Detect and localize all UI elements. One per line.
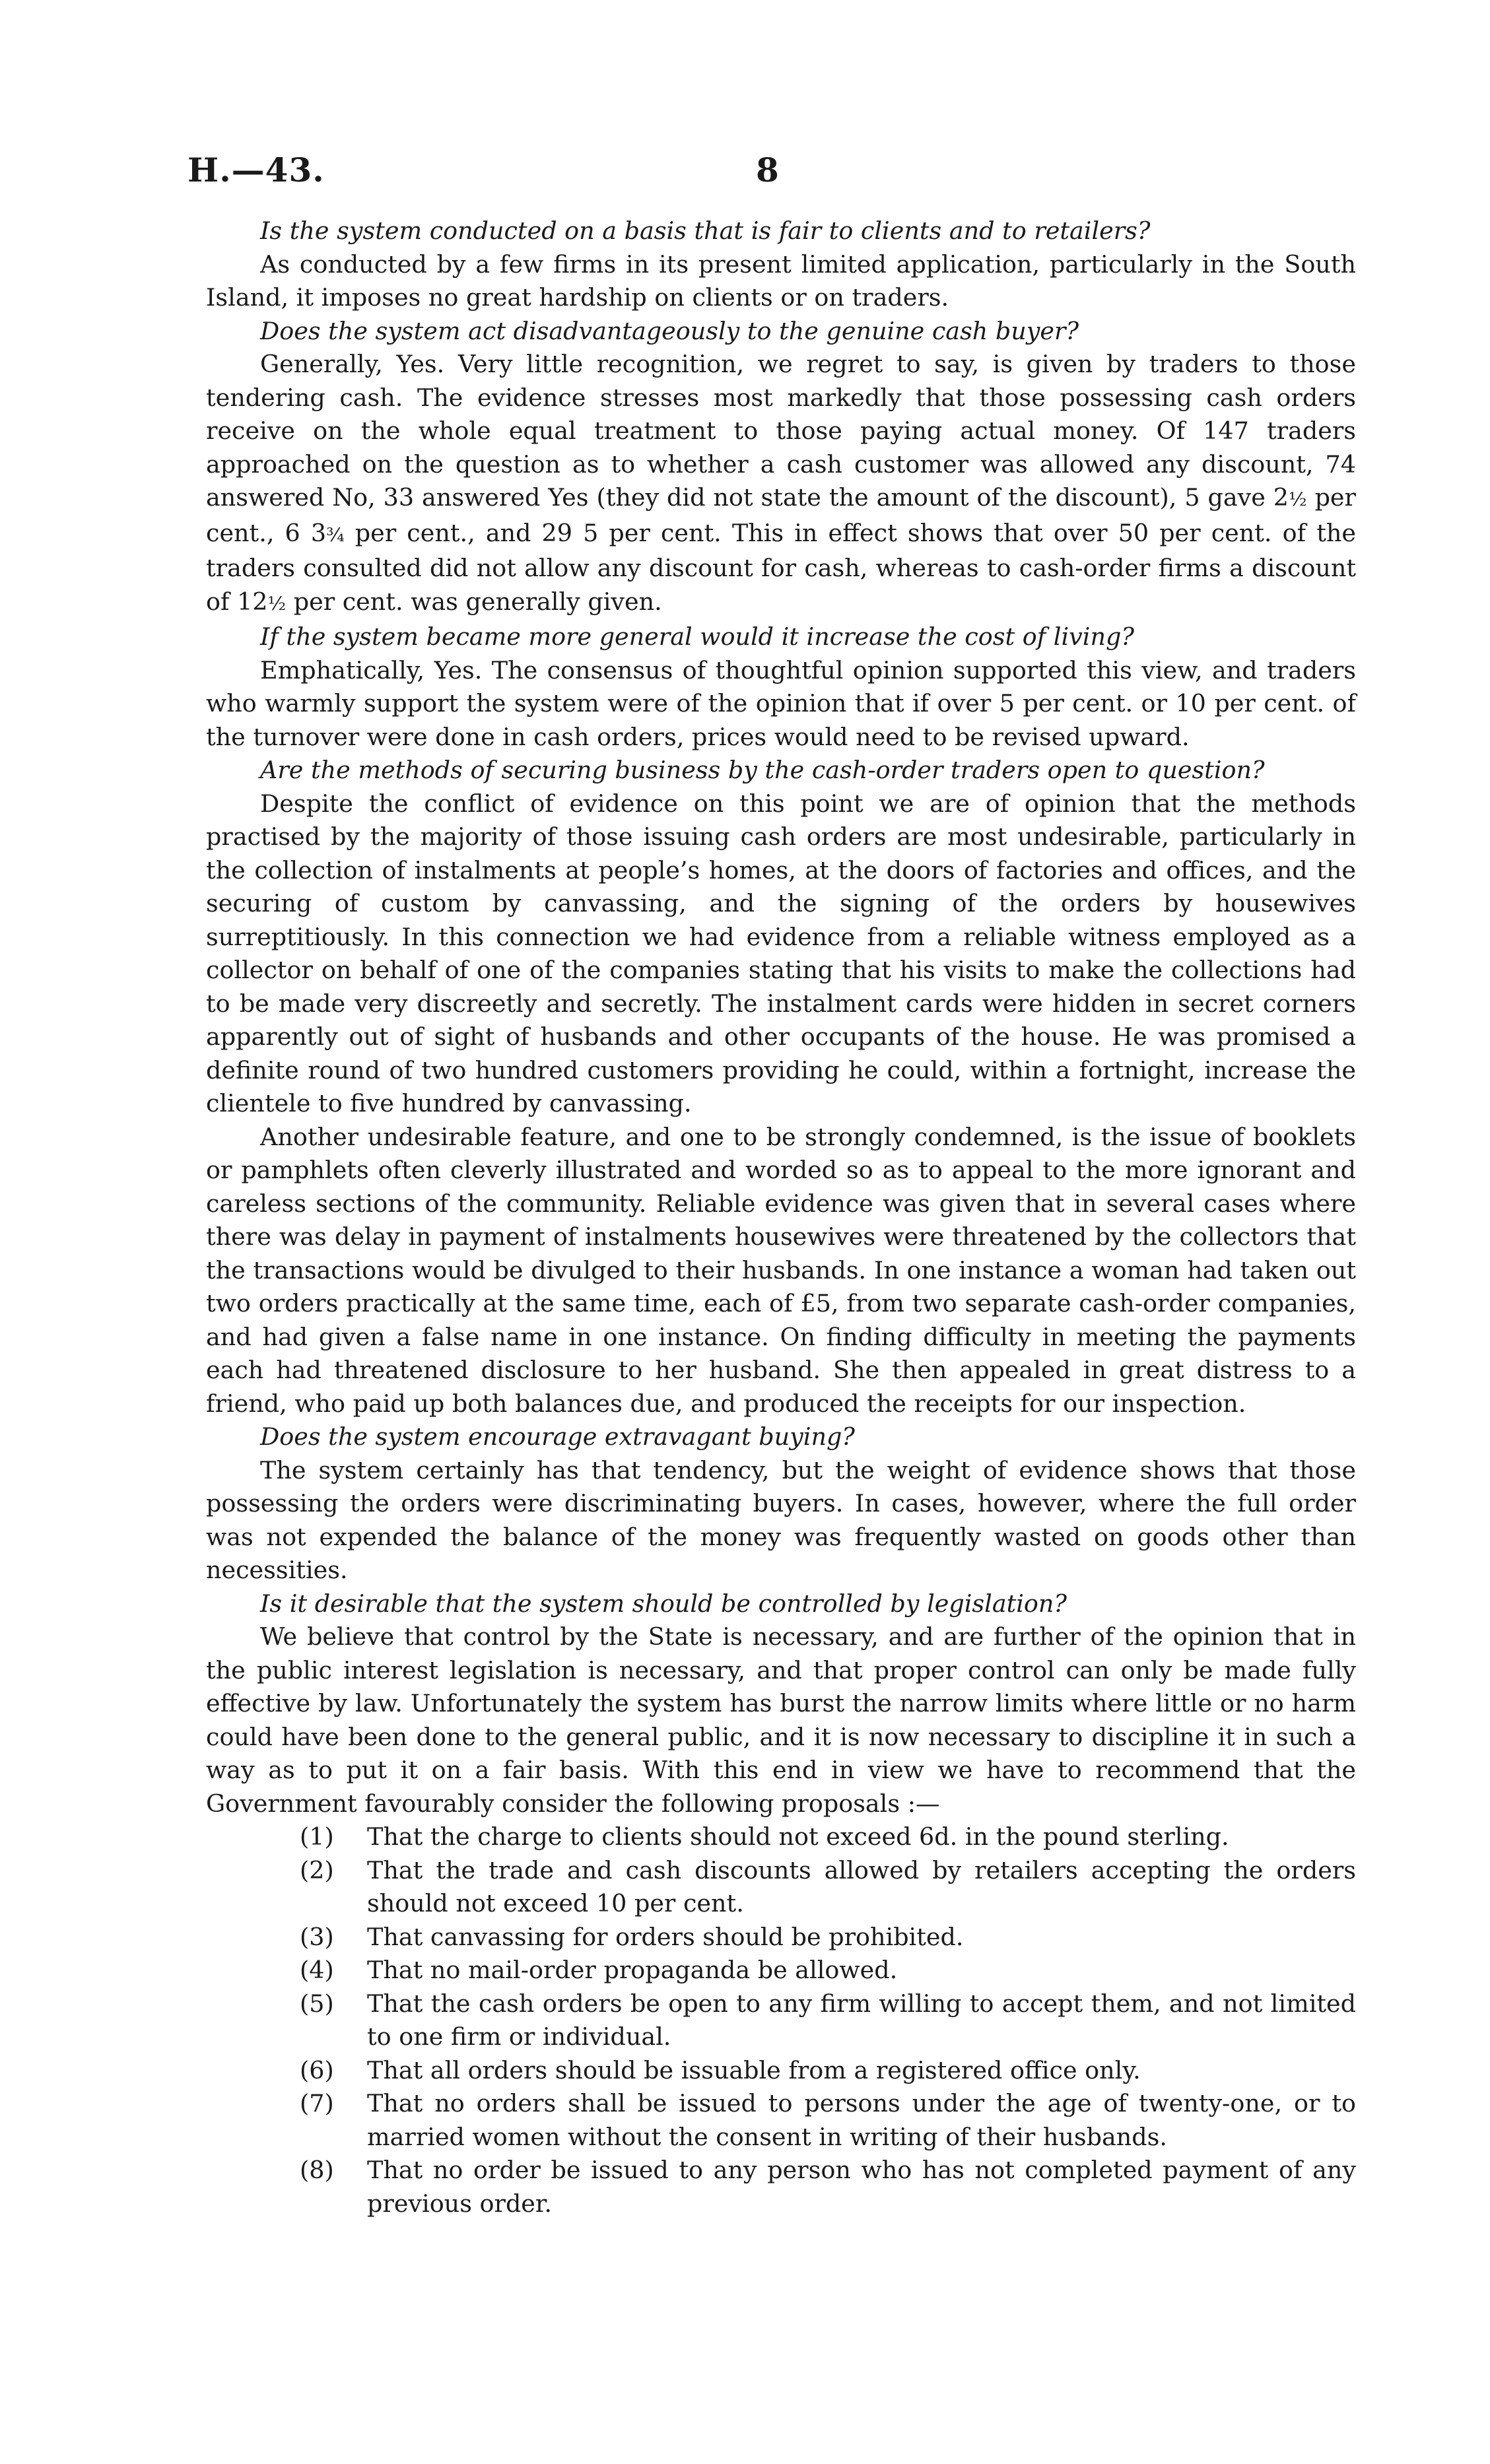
proposal-item bbox=[300, 1987, 1356, 2054]
answer-paragraph: Despite the conflict of evidence on this point we are of opinion that the methods practised by the majority of those issuing cash orders are most undesirable, particularly in the collection of instalments at people’s homes, at the doors of factories and offices, and the securing of custom by canvassing, and the signing of the orders by housewives surreptitiously. In this connection we had evidence from a reliable witness employed as a collector on behalf of one of the companies stating that his visits to make the collections had to be made very discreetly and secretly. The instalment cards were hidden in secret corners apparently out of sight of husbands and other occupants of the house. He was promised a definite round of two hundred customers providing he could, within a fortnight, increase the clientele to five hundred by canvassing. bbox=[206, 789, 1356, 1117]
proposal-text: That the trade and cash discounts allowed by retailers accepting the orders should not exceed 10 per cent. bbox=[367, 1855, 1356, 1917]
proposal-item bbox=[300, 2054, 1356, 2088]
proposal-number: (5) bbox=[300, 1989, 334, 2018]
fraction: ½ bbox=[1289, 488, 1307, 510]
proposal-number: (4) bbox=[300, 1956, 334, 1984]
answer-paragraph: We believe that control by the State is necessary, and are further of the opinion that in the public interest legislation is necessary, and that proper control can only be made fully effective by law. Unfortunately the system has burst the narrow limits where little or no harm could have been done to the general public, and it is now necessary to discipline it in such a way as to put it on a fair basis. With this end in view we have to recommend that the Government favourably consider the following proposals :— bbox=[206, 1622, 1356, 1818]
proposal-item bbox=[300, 1921, 1356, 1954]
question-heading: Does the system act disadvantageously to the genuine cash buyer? bbox=[260, 316, 1079, 345]
text-run: per cent., and 29 5 per cent. This in effect shows that over 50 per cent. of the traders consulted did not allow any discount for cash, whereas to cash-order firms a discount of 12 bbox=[206, 518, 1356, 616]
fraction: ½ bbox=[267, 592, 287, 615]
answer-paragraph bbox=[206, 348, 1356, 620]
text-run: per cent. was generally given. bbox=[286, 587, 662, 616]
proposal-number: (7) bbox=[300, 2089, 334, 2117]
proposal-text: That no order be issued to any person who has not completed payment of any previous order. bbox=[367, 2156, 1356, 2218]
proposal-number: (8) bbox=[300, 2156, 334, 2184]
question-heading: Is the system conducted on a basis that is fair to clients and to retailers? bbox=[260, 216, 1151, 245]
proposal-text: That the cash orders be open to any firm willing to accept them, and not limited to one firm or individual. bbox=[367, 1989, 1356, 2051]
question-heading: If the system became more general would it increase the cost of living? bbox=[260, 622, 1134, 651]
text-run: Generally, Yes. Very little recognition, we regret to say, is given by traders to those tendering cash. The evidence stresses most markedly that those possessing cash orders receive on the whole equal treatment to those paying actual money. Of 147 traders approached on the question as to whether a cash customer was allowed any discount, 74 answered No, 33 answered Yes (they did not state the amount of the discount), 5 gave 2 bbox=[206, 350, 1356, 512]
proposal-number: (6) bbox=[300, 2055, 334, 2084]
answer-paragraph: Another undesirable feature, and one to be strongly condemned, is the issue of booklets or pamphlets often cleverly illustrated and worded so as to appeal to the more ignorant and careless sections of the community. Reliable evidence was given that in several cases where there was delay in payment of instalments housewives were threatened by the collectors that the transactions would be divulged to their husbands. In one instance a woman had taken out two orders practically at the same time, each of £5, from two separate cash-order companies, and had given a false name in one instance. On finding difficulty in meeting the payments each had threatened disclosure to her husband. She then appealed in great distress to a friend, who paid up both balances due, and produced the receipts for our inspection. bbox=[206, 1122, 1356, 1418]
proposal-number: (3) bbox=[300, 1922, 334, 1951]
document-reference: H.—43. bbox=[187, 150, 325, 189]
proposal-item bbox=[300, 1954, 1356, 1987]
proposal-item bbox=[300, 1854, 1356, 1921]
question-heading: Are the methods of securing business by the cash-order traders open to question? bbox=[260, 756, 1265, 784]
fraction: ¾ bbox=[326, 523, 345, 546]
answer-paragraph: Emphatically, Yes. The consensus of thoughtful opinion supported this view, and traders who warmly support the system were of the opinion that if over 5 per cent. or 10 per cent. of the turnover were done in cash orders, prices would need to be revised upward. bbox=[206, 655, 1356, 751]
proposal-item bbox=[300, 2087, 1356, 2154]
proposal-text: That no mail-order propaganda be allowed. bbox=[367, 1956, 898, 1984]
proposal-text: That all orders should be issuable from a registered office only. bbox=[367, 2055, 1141, 2084]
question-heading: Does the system encourage extravagant buying? bbox=[260, 1422, 855, 1451]
proposal-number: (2) bbox=[300, 1855, 334, 1884]
proposal-text: That the charge to clients should not exceed 6d. in the pound sterling. bbox=[367, 1822, 1229, 1851]
proposal-number: (1) bbox=[300, 1822, 334, 1851]
proposals-list bbox=[206, 1820, 1356, 2220]
question-heading: Is it desirable that the system should be controlled by legislation? bbox=[260, 1589, 1067, 1618]
proposal-item bbox=[300, 1820, 1356, 1854]
answer-paragraph: As conducted by a few firms in its present limited application, particularly in the South Island, it imposes no great hardship on clients or on traders. bbox=[206, 250, 1356, 312]
text-run: per cent., 6 3 bbox=[206, 483, 1356, 547]
proposal-item bbox=[300, 2154, 1356, 2220]
document-body bbox=[206, 215, 1356, 2220]
proposal-text: That canvassing for orders should be prohibited. bbox=[367, 1922, 964, 1951]
proposal-text: That no orders shall be issued to persons under the age of twenty-one, or to married women without the consent in writing of their husbands. bbox=[367, 2089, 1356, 2151]
answer-paragraph: The system certainly has that tendency, but the weight of evidence shows that those possessing the orders were discriminating buyers. In cases, however, where the full order was not expended the balance of the money was frequently wasted on goods other than necessities. bbox=[206, 1455, 1356, 1584]
page-number: 8 bbox=[756, 150, 779, 189]
